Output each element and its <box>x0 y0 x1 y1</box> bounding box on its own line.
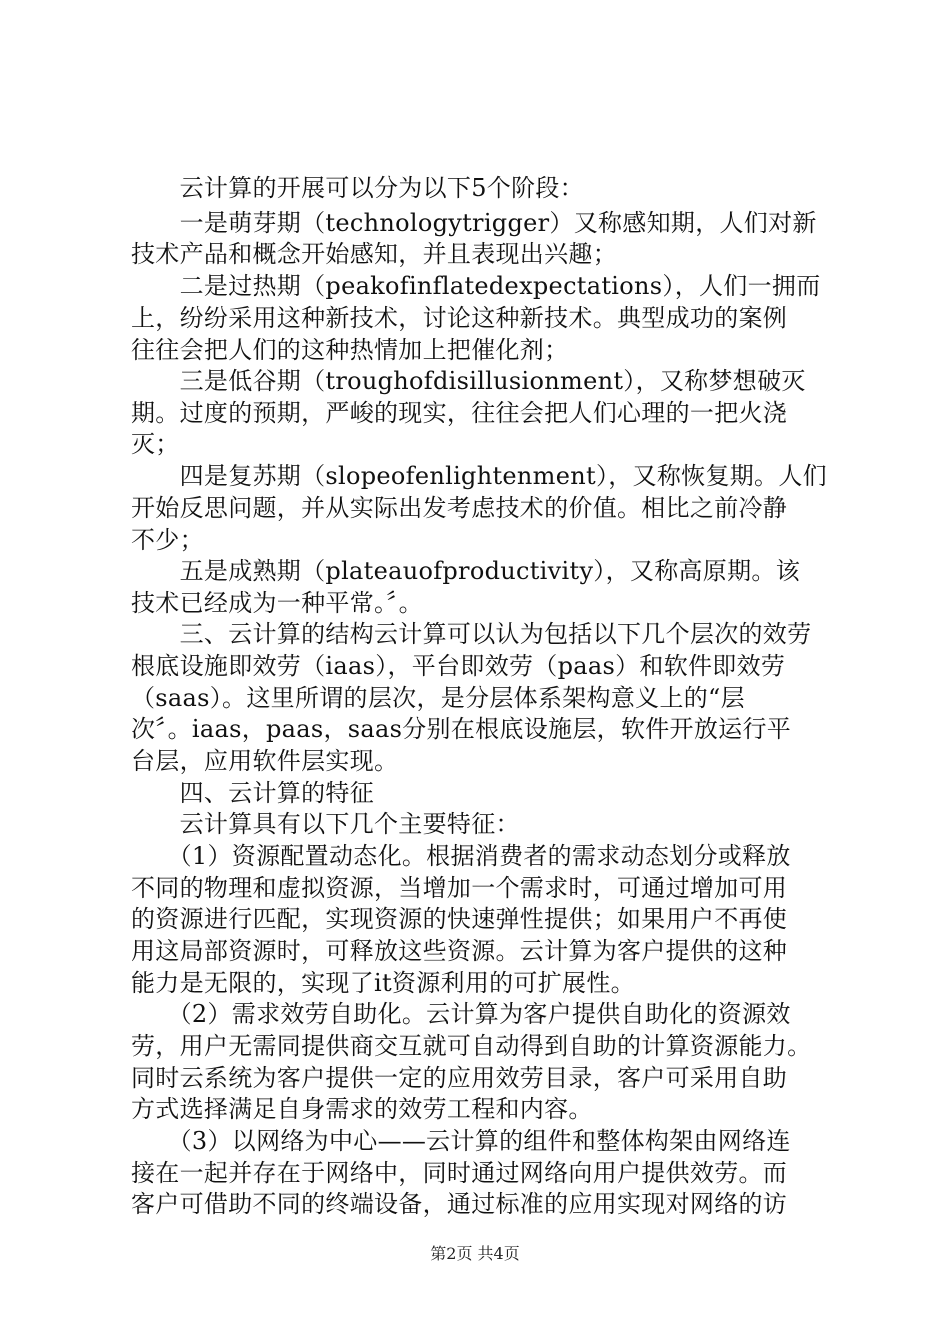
text-line: 期。过度的预期，严峻的现实，往往会把人们心理的一把火浇 <box>131 399 788 427</box>
text-line: 接在一起并存在于网络中，同时通过网络向用户提供效劳。而 <box>131 1159 788 1187</box>
text-line: 三是低谷期（troughofdisillusionment），又称梦想破灭 <box>131 367 806 395</box>
text-line: 一是萌芽期（technologytrigger）又称感知期，人们对新 <box>131 209 817 237</box>
text-line: 同时云系统为客户提供一定的应用效劳目录，客户可采用自助 <box>131 1064 788 1092</box>
text-line: 四是复苏期（slopeofenlightenment），又称恢复期。人们 <box>131 462 827 490</box>
text-line: 技术产品和概念开始感知，并且表现出兴趣； <box>131 240 617 268</box>
text-line: 次〞。iaas，paas，saas分别在根底设施层，软件开放运行平 <box>131 715 792 743</box>
text-line: （3）以网络为中心——云计算的组件和整体构架由网络连 <box>131 1127 791 1155</box>
text-line: 云计算的开展可以分为以下5个阶段： <box>131 174 584 202</box>
text-line: 技术已经成为一种平常。〞。 <box>131 589 423 617</box>
text-line: 往往会把人们的这种热情加上把催化剂； <box>131 336 569 364</box>
text-line: 不同的物理和虚拟资源，当增加一个需求时，可通过增加可用 <box>131 874 788 902</box>
text-line: 能力是无限的，实现了it资源利用的可扩展性。 <box>131 969 635 997</box>
text-line: 的资源进行匹配，实现资源的快速弹性提供；如果用户不再使 <box>131 905 788 933</box>
text-line: 劳，用户无需同提供商交互就可自动得到自助的计算资源能力。 <box>131 1032 812 1060</box>
page-number: 第2页 共4页 <box>430 1244 520 1263</box>
text-line: 客户可借助不同的终端设备，通过标准的应用实现对网络的访 <box>131 1190 788 1218</box>
text-line: 三、云计算的结构云计算可以认为包括以下几个层次的效劳 <box>131 620 812 648</box>
text-line: （1）资源配置动态化。根据消费者的需求动态划分或释放 <box>131 842 791 870</box>
text-line: 灭； <box>131 430 180 458</box>
text-line: 五是成熟期（plateauofproductivity），又称高原期。该 <box>131 557 800 585</box>
text-line: 四、云计算的特征 <box>131 779 374 807</box>
text-line: 云计算具有以下几个主要特征： <box>131 810 520 838</box>
text-line: 上，纷纷采用这种新技术，讨论这种新技术。典型成功的案例 <box>131 304 788 332</box>
text-line: 用这局部资源时，可释放这些资源。云计算为客户提供的这种 <box>131 937 788 965</box>
text-line: 不少； <box>131 526 204 554</box>
text-line: 台层，应用软件层实现。 <box>131 747 399 775</box>
text-line: 二是过热期（peakofinflatedexpectations），人们一拥而 <box>131 272 821 300</box>
text-line: （saas）。这里所谓的层次，是分层体系架构意义上的“层 <box>131 684 745 712</box>
text-line: 方式选择满足自身需求的效劳工程和内容。 <box>131 1095 593 1123</box>
text-line: 开始反思问题，并从实际出发考虑技术的价值。相比之前冷静 <box>131 494 788 522</box>
text-line: 根底设施即效劳（iaas），平台即效劳（paas）和软件即效劳 <box>131 652 786 680</box>
text-line: （2）需求效劳自助化。云计算为客户提供自助化的资源效 <box>131 1000 791 1028</box>
